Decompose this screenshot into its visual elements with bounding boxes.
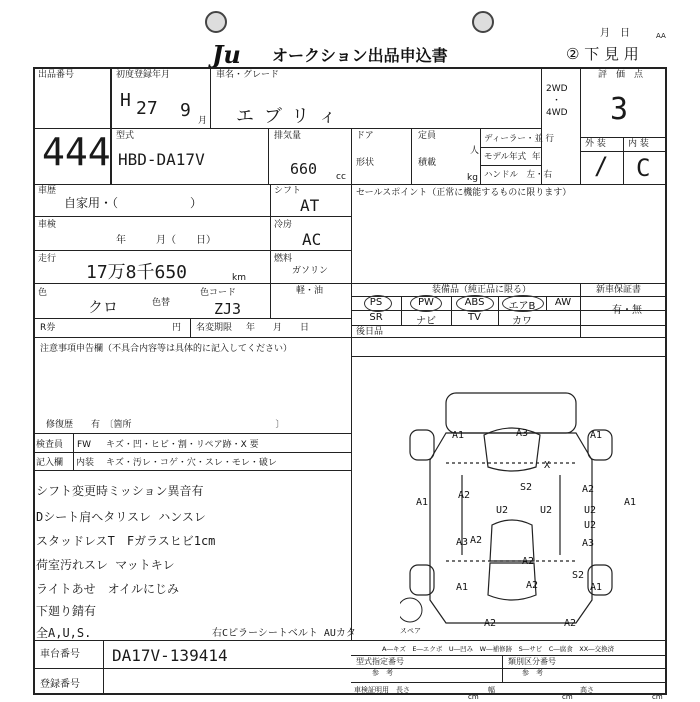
- equip-abs-circle: [456, 295, 494, 312]
- chassis-label: 車台番号: [40, 649, 80, 660]
- damage-mark: U2: [584, 520, 597, 531]
- chassis-number: DA17V-139414: [112, 646, 228, 665]
- lot-number: 444: [42, 130, 111, 174]
- damage-mark: A1: [590, 430, 603, 441]
- car-diagram: [400, 385, 640, 635]
- width-label: 幅: [488, 686, 495, 694]
- fuel-gasoline: ガソリン: [292, 266, 329, 276]
- length-label: 長さ: [396, 686, 410, 694]
- inspector-row2: キズ・汚レ・コゲ・穴・スレ・モレ・破レ: [106, 458, 277, 468]
- form-title: オークション出品申込書: [272, 46, 448, 65]
- first-reg-label: 初度登録年月: [116, 70, 171, 80]
- damage-mark: A2: [522, 556, 535, 567]
- handwritten-note-1: シフト変更時ミッション異音有: [36, 484, 204, 498]
- date-label: 月 日: [600, 28, 630, 39]
- first-reg-month-unit: 月: [198, 116, 208, 126]
- handle-label: ハンドル 左・右: [484, 170, 553, 180]
- damage-mark: A2: [582, 484, 595, 495]
- length-unit: cm: [468, 693, 479, 701]
- limit-value: 年 月 日: [246, 323, 310, 333]
- damage-mark: A1: [590, 582, 603, 593]
- logo-mark: Ju: [212, 40, 241, 69]
- damage-mark: A2: [484, 618, 497, 629]
- first-reg-era: H: [120, 90, 131, 111]
- damage-mark: A2: [458, 490, 471, 501]
- damage-mark: U2: [540, 505, 553, 516]
- ac-label: 冷房: [274, 220, 293, 230]
- equipment-title: 装備品（純正品に限る）: [432, 285, 532, 295]
- height-label: 高さ: [580, 686, 594, 694]
- handwritten-note-2: Dシート肩へタリスレ ハンスレ: [36, 510, 206, 524]
- mileage-unit: km: [232, 273, 246, 283]
- capacity-unit: 人: [470, 146, 480, 156]
- aa-label: AA: [656, 32, 666, 40]
- damage-mark: A3: [516, 428, 529, 439]
- dealer-label: ディーラー・並 行: [484, 134, 555, 144]
- ac-value: AC: [302, 230, 322, 249]
- width-unit: cm: [562, 693, 573, 701]
- model-value: HBD-DA17V: [118, 150, 205, 169]
- load-label: 積載: [418, 158, 437, 168]
- inspector-label-1: 検査員: [36, 440, 64, 450]
- color-code-label: 色コード: [200, 288, 237, 298]
- equip-navi: ナビ: [416, 316, 436, 327]
- load-unit: kg: [467, 173, 478, 183]
- model-label: 型式: [116, 131, 135, 141]
- inspector-label-2: 記入欄: [36, 458, 64, 468]
- equip-pw-circle: [410, 295, 442, 312]
- notes-label: 注意事項申告欄（不具合内容等は具体的に記入してください）: [40, 344, 293, 354]
- repair-label: 修復歴 有 〔箇所 〕: [46, 420, 285, 430]
- recycle-label: R券: [40, 323, 56, 333]
- limit-label: 名変期限: [196, 323, 233, 333]
- grade-value: 3: [610, 92, 629, 127]
- damage-mark: S2: [520, 482, 533, 493]
- class-ref: 参 考: [522, 669, 543, 677]
- equip-pw: PW: [418, 297, 434, 308]
- damage-legend: A―キズ E―エクボ U―凹み W―補修跡 S―サビ C―腐食 XX―交換済: [382, 645, 615, 653]
- fuel-light-oil: 軽・油: [296, 286, 324, 296]
- drive-2wd: 2WD: [546, 84, 568, 94]
- copy-label: ② 下 見 用: [566, 45, 639, 63]
- first-reg-year: 27: [136, 98, 158, 119]
- inspector-interior-tag: 内装: [76, 458, 95, 468]
- shift-label: シフト: [274, 186, 302, 196]
- mileage-label: 走行: [38, 254, 57, 264]
- equip-airbag-circle: [502, 295, 544, 312]
- repaint-label: 色替: [152, 298, 171, 308]
- equip-abs: ABS: [464, 297, 485, 308]
- inspector-fw-tag: FW: [77, 440, 92, 450]
- type-ref: 参 考: [372, 669, 393, 677]
- damage-mark: A3: [456, 537, 469, 548]
- car-name-value: エブリィ: [236, 106, 347, 127]
- capacity-label: 定員: [418, 131, 437, 141]
- damage-mark: A1: [456, 582, 469, 593]
- model-year-label: モデル年式: [484, 152, 527, 162]
- lot-label: 出品番号: [38, 70, 75, 80]
- first-reg-month: 9: [180, 100, 191, 121]
- warranty-value: 有・無: [612, 305, 642, 316]
- inspection-value: 年 月（ 日）: [116, 235, 216, 246]
- handwritten-note-5: ライトあせ オイルにじみ: [36, 582, 180, 596]
- punch-hole-right: [472, 11, 494, 33]
- interior-grade: C: [636, 154, 651, 182]
- history-label: 車歴: [38, 186, 57, 196]
- color-value: クロ: [88, 298, 119, 316]
- fuel-label: 燃料: [274, 254, 293, 264]
- grade-label: 評 価 点: [598, 70, 644, 80]
- class-number-label: 類別区分番号: [508, 657, 556, 666]
- later-date-label: 後日品: [356, 327, 384, 337]
- equip-tv: TV: [468, 312, 481, 323]
- inspection-label: 車検: [38, 220, 57, 230]
- damage-mark: U2: [496, 505, 509, 516]
- color-code-value: ZJ3: [214, 300, 242, 318]
- displacement-label: 排気量: [274, 131, 302, 141]
- inspector-row1: キズ・凹・ヒビ・割・リペア跡・X 要: [106, 440, 259, 450]
- damage-mark: S2: [572, 570, 585, 581]
- equip-leather: カワ: [512, 316, 532, 327]
- handwritten-note-6: 下廻り錆有: [36, 604, 97, 618]
- diagram-note: 右Cピラーシートベルト AUカタ: [212, 628, 356, 639]
- registration-label: 登録番号: [40, 679, 80, 690]
- car-name-label: 車名・グレード: [216, 70, 280, 80]
- damage-mark: A3: [582, 538, 595, 549]
- height-unit: cm: [652, 693, 663, 701]
- handwritten-note-4: 荷室汚れスレ マットキレ: [36, 558, 175, 572]
- cert-label: 車検証明用: [354, 686, 389, 694]
- model-year-unit: 年: [532, 152, 541, 162]
- exterior-label: 外 装: [585, 139, 606, 149]
- damage-mark: A2: [564, 618, 577, 629]
- handwritten-note-3: スタッドレスT Fガラスヒビ1cm: [36, 534, 216, 548]
- shift-value: AT: [300, 196, 320, 215]
- shape-label: 形状: [356, 158, 375, 168]
- damage-mark: A1: [416, 497, 429, 508]
- equip-airbag: エアB: [508, 301, 536, 312]
- interior-label: 内 装: [628, 139, 649, 149]
- damage-mark: U2: [584, 505, 597, 516]
- exterior-grade: /: [594, 152, 609, 180]
- type-designation-label: 型式指定番号: [356, 657, 404, 666]
- warranty-label: 新車保証書: [596, 285, 642, 295]
- history-value: 自家用・（ ）: [64, 196, 203, 210]
- equip-ps-circle: [364, 295, 392, 312]
- door-label: ドア: [356, 131, 374, 141]
- equip-aw: AW: [554, 297, 572, 308]
- sales-point-label: セールスポイント（正常に機能するものに限ります）: [356, 188, 572, 198]
- damage-mark: A2: [526, 580, 539, 591]
- damage-mark: A1: [452, 430, 465, 441]
- damage-mark: X: [544, 460, 551, 471]
- spare-label: スペア: [400, 627, 421, 635]
- damage-mark: A1: [624, 497, 637, 508]
- displacement-value: 660: [290, 160, 318, 178]
- drive-dot: ・: [552, 96, 562, 106]
- recycle-unit: 円: [172, 323, 182, 333]
- displacement-unit: cc: [336, 172, 346, 182]
- equip-ps: PS: [369, 297, 383, 308]
- damage-mark: A2: [470, 535, 483, 546]
- mileage-value: 17万8千650: [86, 262, 188, 283]
- drive-4wd: 4WD: [546, 108, 568, 118]
- punch-hole-left: [205, 11, 227, 33]
- color-label: 色: [38, 288, 48, 298]
- equip-sr: SR: [369, 312, 383, 323]
- handwritten-note-7: 全A,U,S.: [36, 626, 92, 640]
